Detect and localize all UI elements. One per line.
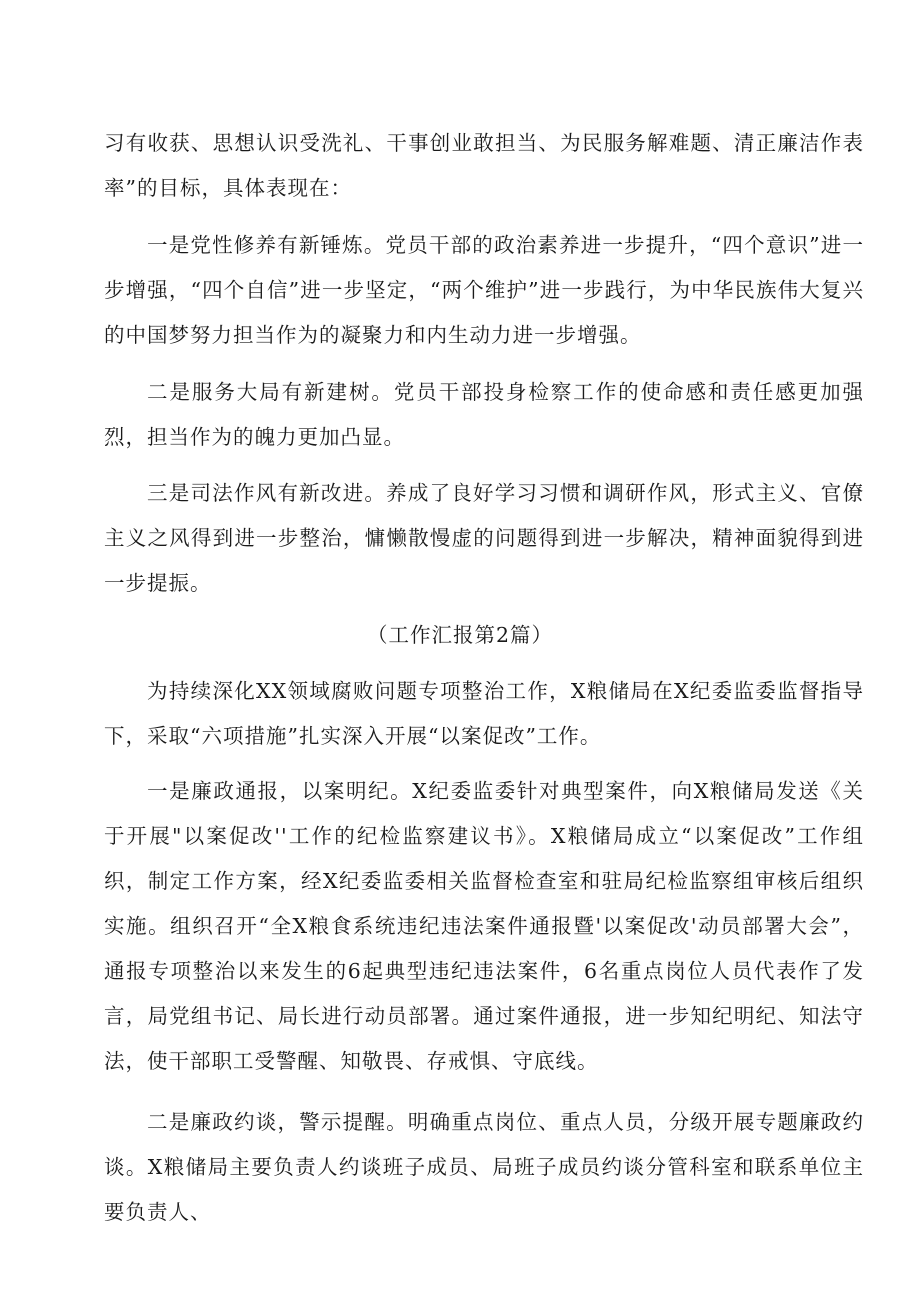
paragraph-judicial-style: 三是司法作风有新改进。养成了良好学习习惯和调研作风，形式主义、官僚主义之风得到进一步整治，慵懒散慢虚的问题得到进一步解决，精神面貌得到进一步提振。 xyxy=(104,481,864,595)
paragraph-party-spirit: 一是党性修养有新锤炼。党员干部的政治素养进一步提升，“四个意识”进一步增强，“四个自信”进一步坚定，“两个维护”进一步践行，为中华民族伟大复兴的中国梦努力担当作为的凝聚力和内生动力进一步增强。 xyxy=(104,233,864,347)
paragraph-integrity-notice: 一是廉政通报，以案明纪。X纪委监委针对典型案件，向X粮储局发送《关于开展"以案促改''工作的纪检监察建议书》。X粮储局成立“以案促改”工作组织，制定工作方案，经X纪委监委相关监督检查室和驻局纪检监察组审核后组织实施。组织召开“全X粮食系统违纪违法案件通报暨'以案促改'动员部署大会”，通报专项整治以来发生的6起典型违纪违法案件，6名重点岗位人员代表作了发言，局党组书记、局长进行动员部署。通过案件通报，进一步知纪明纪、知法守法，使干部职工受警醒、知敬畏、存戒惧、守底线。 xyxy=(104,779,864,1073)
paragraph-intro: 为持续深化XX领域腐败问题专项整治工作，X粮储局在X纪委监委监督指导下，采取“六项措施”扎实深入开展“以案促改”工作。 xyxy=(104,679,864,748)
paragraph-serve-overall: 二是服务大局有新建树。党员干部投身检察工作的使命感和责任感更加强烈，担当作为的魄力更加凸显。 xyxy=(104,380,864,449)
paragraph-integrity-talk: 二是廉政约谈，警示提醒。明确重点岗位、重点人员，分级开展专题廉政约谈。X粮储局主要负责人约谈班子成员、局班子成员约谈分管科室和联系单位主要负责人、 xyxy=(104,1110,864,1224)
paragraph-continuation: 习有收获、思想认识受洗礼、干事创业敢担当、为民服务解难题、清正廉洁作表率”的目标，具体表现在： xyxy=(104,131,864,200)
section-heading: （工作汇报第2篇） xyxy=(366,623,554,647)
